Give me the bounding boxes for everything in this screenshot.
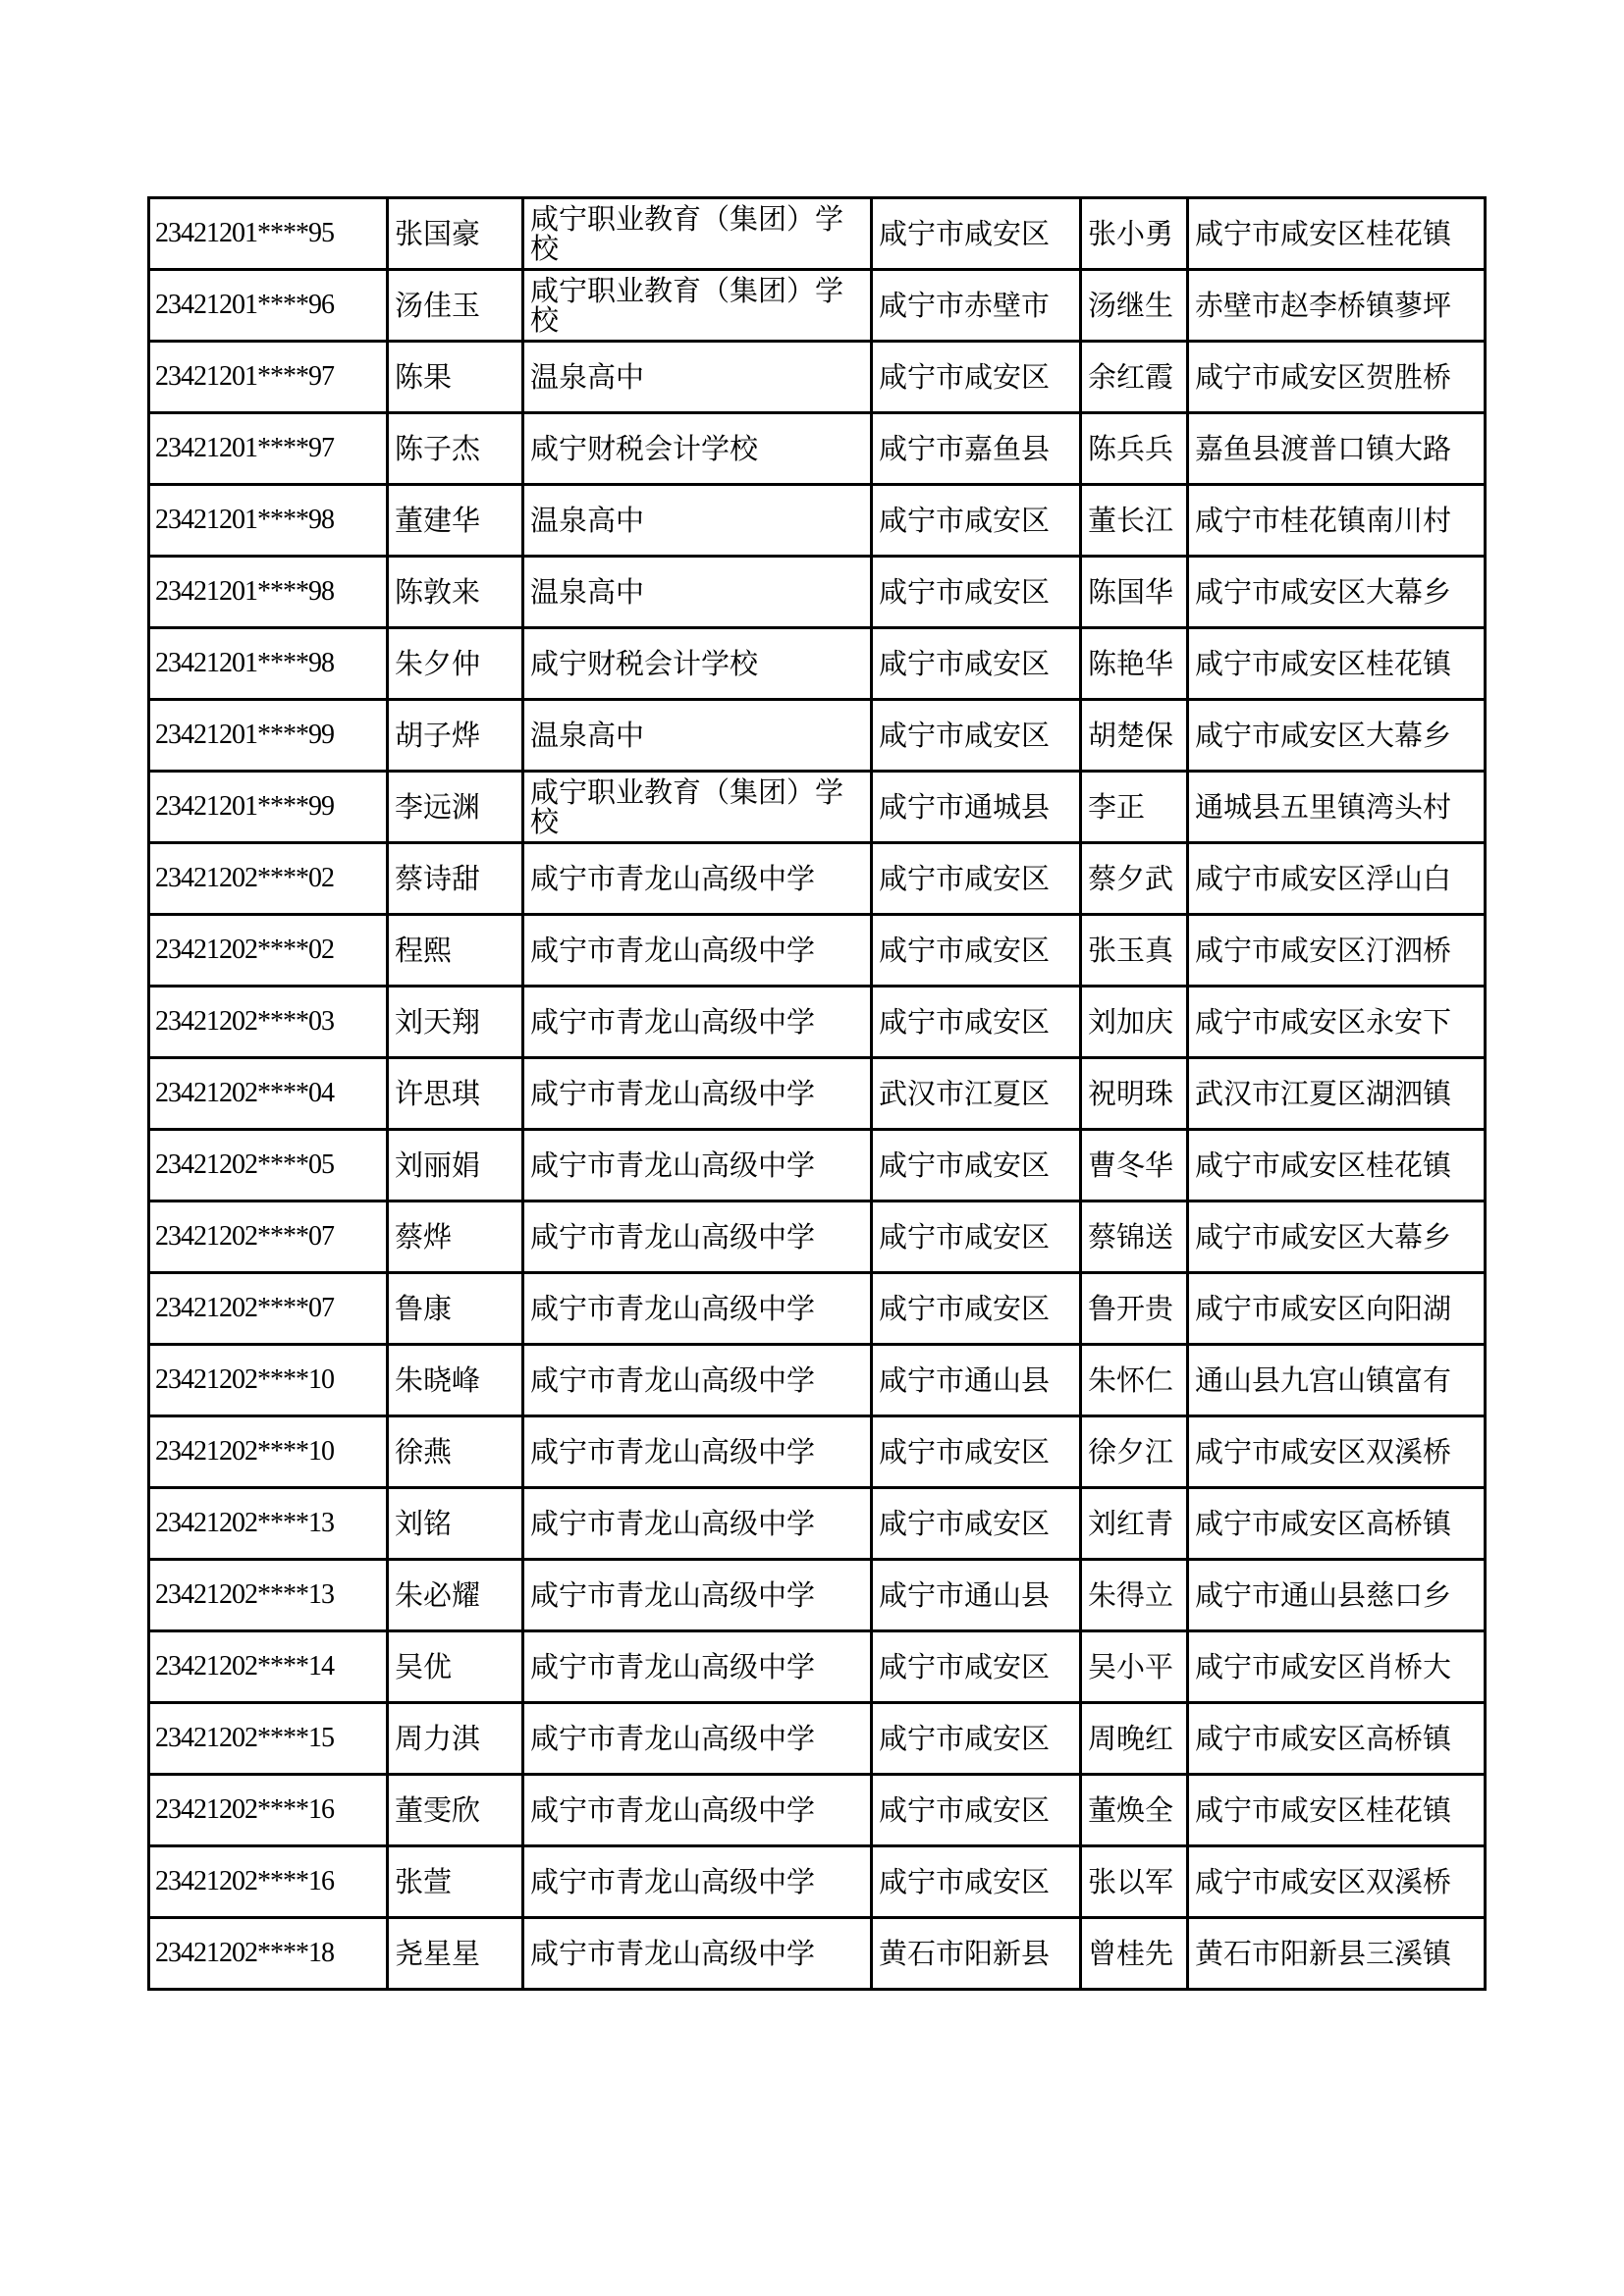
guardian-name-cell: 蔡锦送 [1081,1201,1188,1273]
address-cell: 咸宁市咸安区肖桥大 [1188,1631,1486,1703]
school-cell: 咸宁市青龙山高级中学 [523,987,872,1058]
student-id-cell: 23421202****02 [149,915,388,987]
table-row [149,485,1486,557]
student-name-cell: 刘天翔 [388,987,523,1058]
table-row [149,915,1486,987]
address-cell: 咸宁市咸安区桂花镇 [1188,198,1486,270]
table-row [149,628,1486,700]
student-name-cell: 张萱 [388,1846,523,1918]
student-name-cell: 张国豪 [388,198,523,270]
guardian-name-cell: 张小勇 [1081,198,1188,270]
region-cell: 咸宁市咸安区 [872,485,1081,557]
guardian-name-cell: 朱得立 [1081,1560,1188,1631]
address-cell: 咸宁市咸安区永安下 [1188,987,1486,1058]
address-cell: 咸宁市咸安区桂花镇 [1188,1130,1486,1201]
student-name-cell: 刘丽娟 [388,1130,523,1201]
table-row [149,1846,1486,1918]
table-row [149,1058,1486,1130]
school-cell: 咸宁市青龙山高级中学 [523,1130,872,1201]
student-name-cell: 汤佳玉 [388,270,523,342]
school-cell: 咸宁职业教育（集团）学校 [523,198,872,270]
student-name-cell: 陈果 [388,342,523,413]
region-cell: 咸宁市咸安区 [872,1775,1081,1846]
table-row [149,1273,1486,1345]
table-row [149,987,1486,1058]
address-cell: 咸宁市咸安区高桥镇 [1188,1703,1486,1775]
table-row [149,557,1486,628]
guardian-name-cell: 陈兵兵 [1081,413,1188,485]
address-cell: 黄石市阳新县三溪镇 [1188,1918,1486,1990]
guardian-name-cell: 李正 [1081,772,1188,843]
guardian-name-cell: 张玉真 [1081,915,1188,987]
student-id-cell: 23421202****07 [149,1201,388,1273]
region-cell: 咸宁市咸安区 [872,987,1081,1058]
student-name-cell: 程熙 [388,915,523,987]
guardian-name-cell: 陈国华 [1081,557,1188,628]
guardian-name-cell: 张以军 [1081,1846,1188,1918]
address-cell: 通山县九宫山镇富有 [1188,1345,1486,1416]
student-name-cell: 尧星星 [388,1918,523,1990]
school-cell: 温泉高中 [523,342,872,413]
region-cell: 咸宁市咸安区 [872,1631,1081,1703]
guardian-name-cell: 曹冬华 [1081,1130,1188,1201]
student-name-cell: 吴优 [388,1631,523,1703]
school-cell: 咸宁职业教育（集团）学校 [523,270,872,342]
student-name-cell: 朱夕仲 [388,628,523,700]
school-cell: 咸宁市青龙山高级中学 [523,1846,872,1918]
school-cell: 咸宁市青龙山高级中学 [523,1775,872,1846]
table-row [149,1416,1486,1488]
guardian-name-cell: 陈艳华 [1081,628,1188,700]
student-id-cell: 23421201****96 [149,270,388,342]
student-id-cell: 23421202****16 [149,1775,388,1846]
table-row [149,1201,1486,1273]
guardian-name-cell: 董长江 [1081,485,1188,557]
student-name-cell: 徐燕 [388,1416,523,1488]
address-cell: 咸宁市咸安区双溪桥 [1188,1416,1486,1488]
school-cell: 咸宁市青龙山高级中学 [523,1416,872,1488]
student-id-cell: 23421201****98 [149,485,388,557]
table-row [149,342,1486,413]
address-cell: 咸宁市咸安区双溪桥 [1188,1846,1486,1918]
school-cell: 咸宁市青龙山高级中学 [523,1201,872,1273]
student-id-cell: 23421202****16 [149,1846,388,1918]
table-row [149,1775,1486,1846]
region-cell: 咸宁市咸安区 [872,1416,1081,1488]
guardian-name-cell: 董焕全 [1081,1775,1188,1846]
address-cell: 咸宁市咸安区桂花镇 [1188,1775,1486,1846]
school-cell: 咸宁职业教育（集团）学校 [523,772,872,843]
table-row [149,413,1486,485]
school-cell: 咸宁市青龙山高级中学 [523,1345,872,1416]
region-cell: 咸宁市嘉鱼县 [872,413,1081,485]
region-cell: 咸宁市咸安区 [872,843,1081,915]
school-cell: 咸宁市青龙山高级中学 [523,1273,872,1345]
address-cell: 咸宁市咸安区浮山白 [1188,843,1486,915]
address-cell: 赤壁市赵李桥镇蓼坪 [1188,270,1486,342]
student-id-cell: 23421202****10 [149,1345,388,1416]
table-row [149,1488,1486,1560]
guardian-name-cell: 鲁开贵 [1081,1273,1188,1345]
table-row [149,270,1486,342]
region-cell: 咸宁市咸安区 [872,1201,1081,1273]
guardian-name-cell: 祝明珠 [1081,1058,1188,1130]
region-cell: 咸宁市咸安区 [872,1846,1081,1918]
guardian-name-cell: 周晚红 [1081,1703,1188,1775]
school-cell: 咸宁市青龙山高级中学 [523,1631,872,1703]
student-id-cell: 23421201****98 [149,628,388,700]
student-name-cell: 朱必耀 [388,1560,523,1631]
table-row [149,198,1486,270]
student-id-cell: 23421201****95 [149,198,388,270]
student-name-cell: 周力淇 [388,1703,523,1775]
address-cell: 嘉鱼县渡普口镇大路 [1188,413,1486,485]
address-cell: 咸宁市咸安区大幕乡 [1188,700,1486,772]
address-cell: 咸宁市咸安区高桥镇 [1188,1488,1486,1560]
region-cell: 咸宁市咸安区 [872,1273,1081,1345]
guardian-name-cell: 吴小平 [1081,1631,1188,1703]
student-name-cell: 董建华 [388,485,523,557]
address-cell: 咸宁市桂花镇南川村 [1188,485,1486,557]
table-row [149,1631,1486,1703]
school-cell: 咸宁市青龙山高级中学 [523,1058,872,1130]
student-id-cell: 23421202****02 [149,843,388,915]
region-cell: 咸宁市赤壁市 [872,270,1081,342]
student-id-cell: 23421201****99 [149,772,388,843]
student-id-cell: 23421202****13 [149,1488,388,1560]
student-id-cell: 23421202****04 [149,1058,388,1130]
student-id-cell: 23421202****10 [149,1416,388,1488]
address-cell: 咸宁市咸安区向阳湖 [1188,1273,1486,1345]
student-id-cell: 23421201****97 [149,413,388,485]
guardian-name-cell: 胡楚保 [1081,700,1188,772]
guardian-name-cell: 徐夕江 [1081,1416,1188,1488]
table-row [149,1560,1486,1631]
student-name-cell: 刘铭 [388,1488,523,1560]
student-name-cell: 董雯欣 [388,1775,523,1846]
school-cell: 咸宁市青龙山高级中学 [523,1488,872,1560]
student-name-cell: 鲁康 [388,1273,523,1345]
region-cell: 咸宁市咸安区 [872,628,1081,700]
student-id-cell: 23421202****07 [149,1273,388,1345]
guardian-name-cell: 刘加庆 [1081,987,1188,1058]
address-cell: 咸宁市咸安区桂花镇 [1188,628,1486,700]
region-cell: 黄石市阳新县 [872,1918,1081,1990]
table-row [149,1918,1486,1990]
guardian-name-cell: 汤继生 [1081,270,1188,342]
student-id-cell: 23421202****14 [149,1631,388,1703]
region-cell: 武汉市江夏区 [872,1058,1081,1130]
table-row [149,700,1486,772]
student-id-cell: 23421202****03 [149,987,388,1058]
guardian-name-cell: 刘红青 [1081,1488,1188,1560]
student-id-cell: 23421201****99 [149,700,388,772]
school-cell: 咸宁市青龙山高级中学 [523,843,872,915]
school-cell: 咸宁市青龙山高级中学 [523,915,872,987]
region-cell: 咸宁市咸安区 [872,1488,1081,1560]
guardian-name-cell: 蔡夕武 [1081,843,1188,915]
student-id-cell: 23421201****97 [149,342,388,413]
student-id-cell: 23421202****13 [149,1560,388,1631]
student-name-cell: 蔡诗甜 [388,843,523,915]
school-cell: 咸宁市青龙山高级中学 [523,1703,872,1775]
address-cell: 咸宁市咸安区大幕乡 [1188,1201,1486,1273]
student-name-cell: 陈子杰 [388,413,523,485]
table-row [149,772,1486,843]
table-row [149,1130,1486,1201]
table-body [149,198,1486,1990]
table-row [149,1345,1486,1416]
student-name-cell: 陈敦来 [388,557,523,628]
address-cell: 咸宁市咸安区大幕乡 [1188,557,1486,628]
region-cell: 咸宁市通城县 [872,772,1081,843]
address-cell: 咸宁市咸安区汀泗桥 [1188,915,1486,987]
address-cell: 咸宁市通山县慈口乡 [1188,1560,1486,1631]
student-id-cell: 23421202****18 [149,1918,388,1990]
student-name-cell: 胡子烨 [388,700,523,772]
school-cell: 温泉高中 [523,557,872,628]
school-cell: 温泉高中 [523,700,872,772]
student-id-cell: 23421202****05 [149,1130,388,1201]
table-row [149,1703,1486,1775]
student-name-cell: 朱晓峰 [388,1345,523,1416]
region-cell: 咸宁市咸安区 [872,1703,1081,1775]
region-cell: 咸宁市咸安区 [872,915,1081,987]
school-cell: 咸宁市青龙山高级中学 [523,1918,872,1990]
region-cell: 咸宁市咸安区 [872,342,1081,413]
school-cell: 咸宁财税会计学校 [523,413,872,485]
student-name-cell: 许思琪 [388,1058,523,1130]
table-row [149,843,1486,915]
address-cell: 通城县五里镇湾头村 [1188,772,1486,843]
school-cell: 咸宁财税会计学校 [523,628,872,700]
region-cell: 咸宁市咸安区 [872,1130,1081,1201]
region-cell: 咸宁市通山县 [872,1345,1081,1416]
region-cell: 咸宁市通山县 [872,1560,1081,1631]
guardian-name-cell: 余红霞 [1081,342,1188,413]
region-cell: 咸宁市咸安区 [872,700,1081,772]
region-cell: 咸宁市咸安区 [872,198,1081,270]
student-name-cell: 李远渊 [388,772,523,843]
student-table [147,196,1487,1991]
guardian-name-cell: 曾桂先 [1081,1918,1188,1990]
school-cell: 温泉高中 [523,485,872,557]
school-cell: 咸宁市青龙山高级中学 [523,1560,872,1631]
student-name-cell: 蔡烨 [388,1201,523,1273]
student-id-cell: 23421201****98 [149,557,388,628]
address-cell: 武汉市江夏区湖泗镇 [1188,1058,1486,1130]
address-cell: 咸宁市咸安区贺胜桥 [1188,342,1486,413]
student-id-cell: 23421202****15 [149,1703,388,1775]
region-cell: 咸宁市咸安区 [872,557,1081,628]
guardian-name-cell: 朱怀仁 [1081,1345,1188,1416]
